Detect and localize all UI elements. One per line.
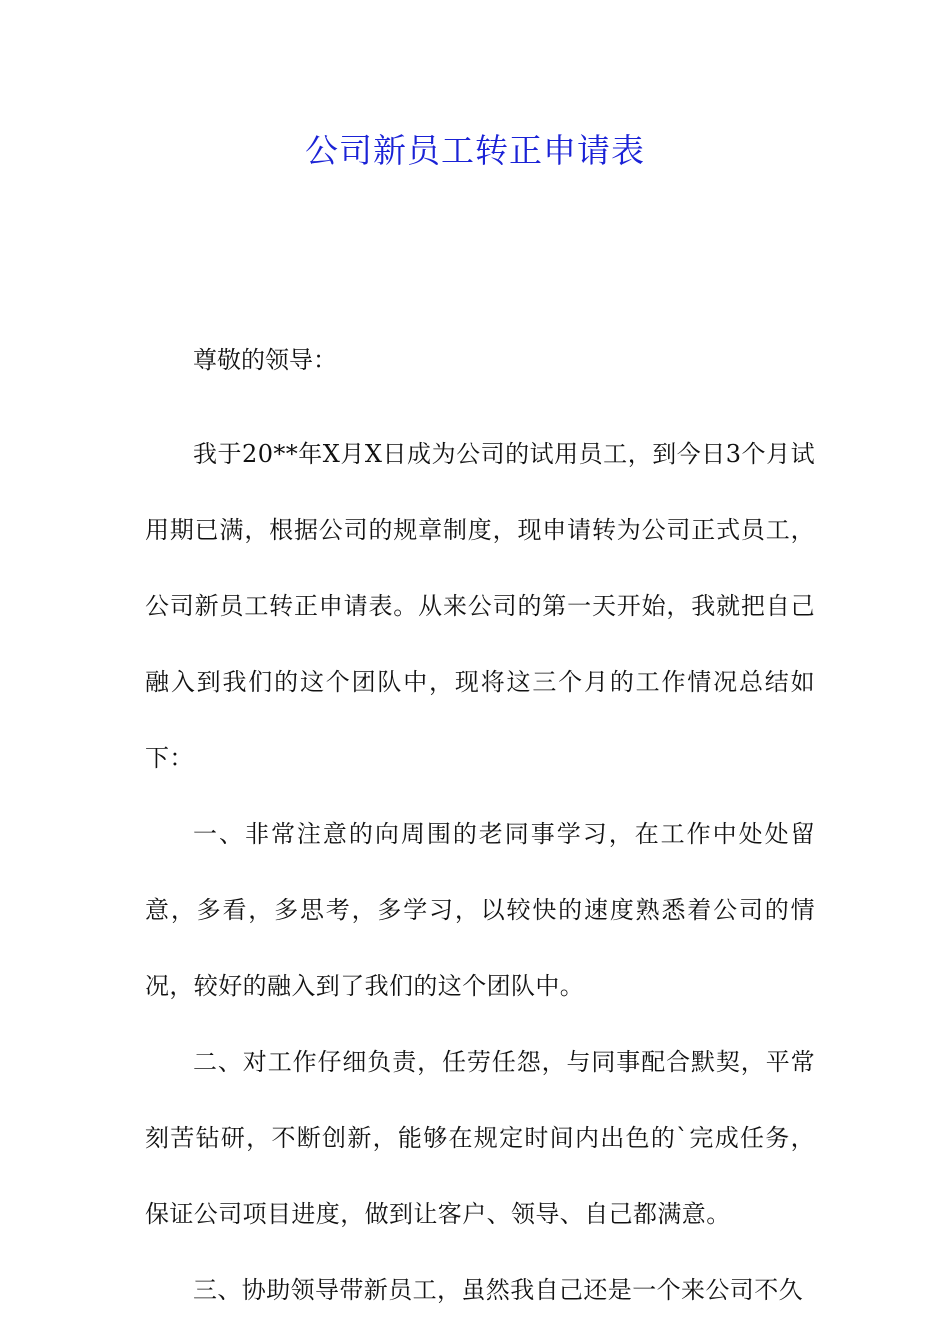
document-title: 公司新员工转正申请表: [305, 131, 645, 170]
document-body: [145, 340, 815, 1328]
salutation: 尊敬的领导：: [193, 346, 337, 374]
paragraph-point-two: 二、对工作仔细负责，任劳任怨，与同事配合默契，平常刻苦钻研，不断创新，能够在规定时间内出色的`完成任务，保证公司项目进度，做到让客户、领导、自己都满意。: [145, 1048, 815, 1228]
paragraph-intro: 我于20**年X月X日成为公司的试用员工，到今日3个月试用期已满，根据公司的规章制度，现申请转为公司正式员工，公司新员工转正申请表。从来公司的第一天开始，我就把自己融入到我们的这个团队中，现将这三个月的工作情况总结如下：: [145, 440, 815, 772]
paragraph-point-three: 三、协助领导带新员工，虽然我自己还是一个来公司不久: [193, 1276, 803, 1304]
paragraph-point-one: 一、非常注意的向周围的老同事学习，在工作中处处留意，多看，多思考，多学习，以较快的速度熟悉着公司的情况，较好的融入到了我们的这个团队中。: [145, 820, 815, 1000]
